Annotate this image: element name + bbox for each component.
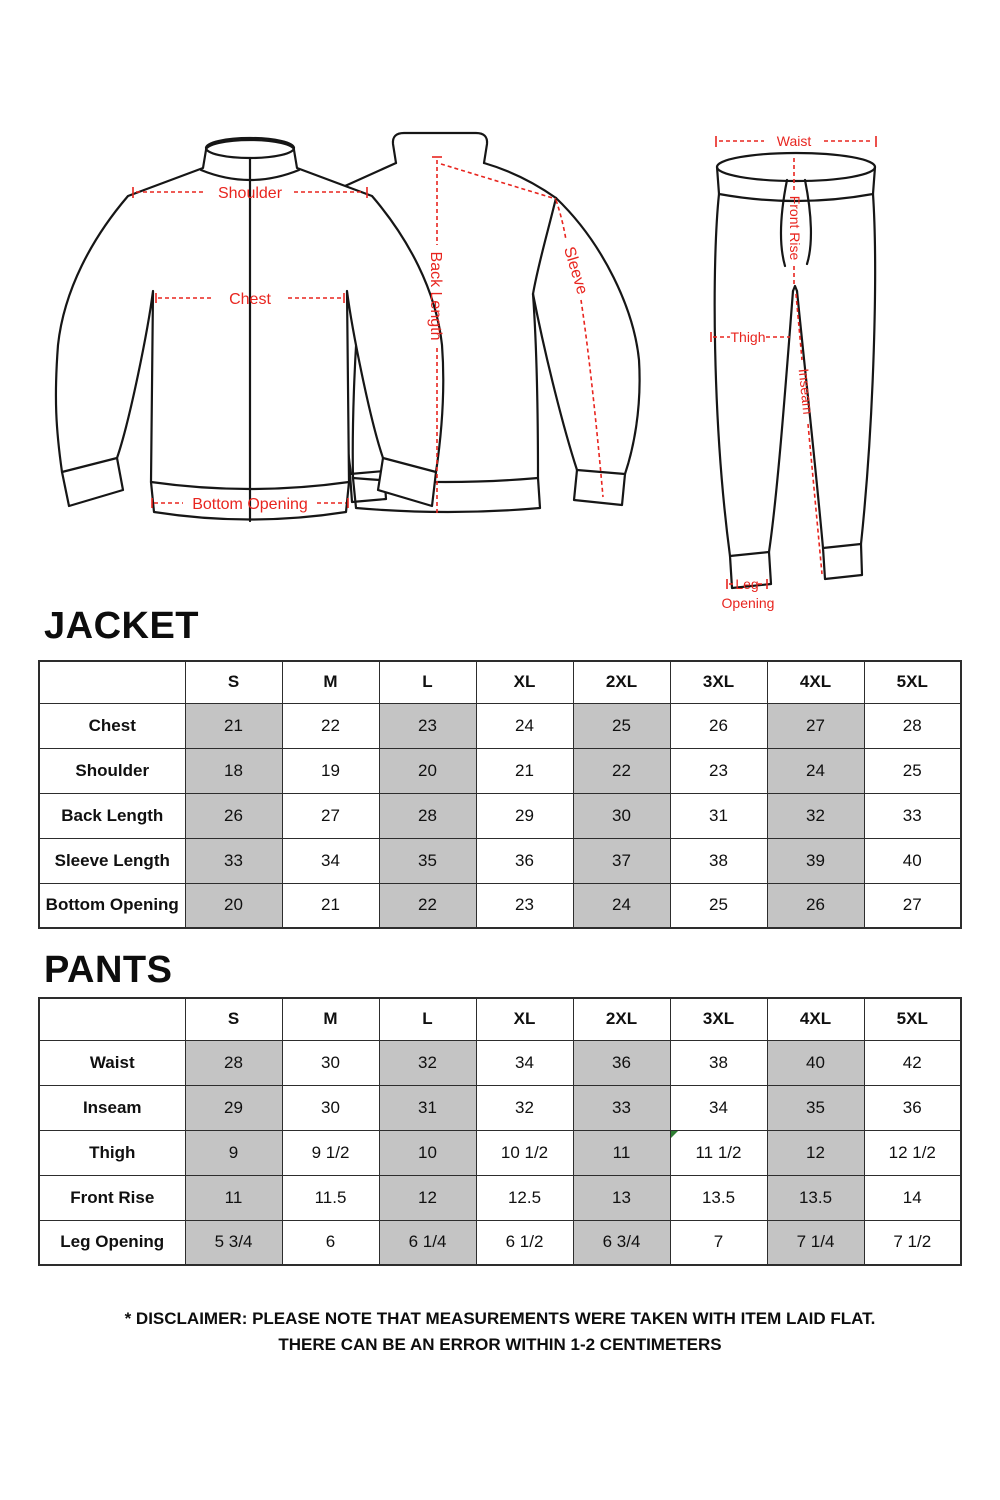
corner-empty-cell xyxy=(39,998,185,1040)
measurement-value-cell: 6 xyxy=(282,1220,379,1265)
measurement-value-cell: 36 xyxy=(573,1040,670,1085)
measurement-value-cell: 32 xyxy=(379,1040,476,1085)
measurement-row xyxy=(39,1130,961,1175)
measurement-value-cell: 21 xyxy=(476,748,573,793)
measurement-value-cell: 11.5 xyxy=(282,1175,379,1220)
measurement-value-cell: 39 xyxy=(767,838,864,883)
measurement-row xyxy=(39,793,961,838)
size-column-header: 2XL xyxy=(573,998,670,1040)
measurement-row xyxy=(39,838,961,883)
measurement-value-cell: 27 xyxy=(864,883,961,928)
measurement-row xyxy=(39,748,961,793)
disclaimer-text xyxy=(0,1306,1000,1358)
measurement-value-cell: 36 xyxy=(864,1085,961,1130)
pants-size-table xyxy=(38,997,962,1266)
measurement-value-cell: 28 xyxy=(185,1040,282,1085)
measurement-value-cell: 28 xyxy=(379,793,476,838)
measurement-value-cell: 22 xyxy=(282,703,379,748)
measurement-row xyxy=(39,1085,961,1130)
size-column-header: 4XL xyxy=(767,661,864,703)
measurement-label: Leg Opening xyxy=(39,1220,185,1265)
measurement-value-cell: 42 xyxy=(864,1040,961,1085)
measurement-value-cell: 9 xyxy=(185,1130,282,1175)
measurement-value-cell: 7 1/2 xyxy=(864,1220,961,1265)
size-column-header: L xyxy=(379,998,476,1040)
measurement-value-cell: 23 xyxy=(476,883,573,928)
jacket-section-title: JACKET xyxy=(44,605,200,647)
measurement-value-cell: 10 xyxy=(379,1130,476,1175)
measurement-label: Sleeve Length xyxy=(39,838,185,883)
measurement-label: Bottom Opening xyxy=(39,883,185,928)
measurement-value-cell: 38 xyxy=(670,838,767,883)
back-right-sleeve xyxy=(556,198,640,474)
measurement-label: Chest xyxy=(39,703,185,748)
measurement-value-cell: 33 xyxy=(573,1085,670,1130)
size-header-row xyxy=(39,998,961,1040)
size-column-header: 3XL xyxy=(670,661,767,703)
measurement-value-cell: 27 xyxy=(282,793,379,838)
back-length-label: Back Length xyxy=(427,251,444,341)
measurement-value-cell: 11 xyxy=(185,1175,282,1220)
measurement-value-cell: 22 xyxy=(573,748,670,793)
measurement-value-cell: 21 xyxy=(185,703,282,748)
jacket-size-table xyxy=(38,660,962,929)
pants-right-leg-inner xyxy=(797,291,823,548)
measurement-value-cell: 29 xyxy=(476,793,573,838)
measurement-value-cell: 7 1/4 xyxy=(767,1220,864,1265)
measurement-value-cell: 34 xyxy=(670,1085,767,1130)
measurement-value-cell: 10 1/2 xyxy=(476,1130,573,1175)
measurement-value-cell: 33 xyxy=(185,838,282,883)
measurement-value-cell: 6 1/4 xyxy=(379,1220,476,1265)
measurement-value-cell: 9 1/2 xyxy=(282,1130,379,1175)
measurement-value-cell: 5 3/4 xyxy=(185,1220,282,1265)
shoulder-label: Shoulder xyxy=(217,185,283,202)
measurement-label: Thigh xyxy=(39,1130,185,1175)
size-header-row xyxy=(39,661,961,703)
back-right-armhole-seam xyxy=(533,198,556,294)
measurement-value-cell: 22 xyxy=(379,883,476,928)
pants-right-leg-outer xyxy=(861,194,875,544)
measurement-value-cell: 6 3/4 xyxy=(573,1220,670,1265)
pants-left-leg-outer xyxy=(715,194,730,556)
measurement-value-cell: 12.5 xyxy=(476,1175,573,1220)
inseam-dashed-line xyxy=(796,294,822,574)
size-column-header: 3XL xyxy=(670,998,767,1040)
measurement-value-cell: 14 xyxy=(864,1175,961,1220)
front-rise-label: Front Rise xyxy=(787,195,803,261)
measurement-value-cell: 23 xyxy=(379,703,476,748)
measurement-value-cell: 26 xyxy=(185,793,282,838)
leg-opening-label-line1: Leg xyxy=(735,576,759,592)
size-column-header: XL xyxy=(476,661,573,703)
size-column-header: 5XL xyxy=(864,998,961,1040)
cell-note-marker xyxy=(671,1131,678,1138)
measurement-label: Front Rise xyxy=(39,1175,185,1220)
measurement-value-cell: 30 xyxy=(282,1085,379,1130)
chest-label: Chest xyxy=(229,291,271,308)
measurement-value-cell: 19 xyxy=(282,748,379,793)
size-column-header: L xyxy=(379,661,476,703)
measurement-value-cell: 24 xyxy=(767,748,864,793)
measurement-value-cell: 25 xyxy=(573,703,670,748)
measurement-value-cell: 24 xyxy=(573,883,670,928)
measurement-row xyxy=(39,883,961,928)
measurement-value-cell: 12 xyxy=(379,1175,476,1220)
measurement-value-cell: 38 xyxy=(670,1040,767,1085)
pants-right-cuff xyxy=(823,544,862,579)
measurement-value-cell: 13.5 xyxy=(767,1175,864,1220)
measurement-value-cell: 7 xyxy=(670,1220,767,1265)
measurement-value-cell: 31 xyxy=(379,1085,476,1130)
pants-section-title: PANTS xyxy=(44,949,173,991)
pants-left-leg-inner xyxy=(769,291,793,552)
inseam-label: Inseam xyxy=(795,367,817,416)
measurement-label: Waist xyxy=(39,1040,185,1085)
leg-opening-label-line2: Opening xyxy=(721,595,775,611)
measurement-label: Back Length xyxy=(39,793,185,838)
measurement-row xyxy=(39,1220,961,1265)
measurement-value-cell: 37 xyxy=(573,838,670,883)
measurement-value-cell: 32 xyxy=(476,1085,573,1130)
measurement-value-cell: 34 xyxy=(476,1040,573,1085)
measurement-value-cell: 25 xyxy=(864,748,961,793)
measurement-value-cell: 34 xyxy=(282,838,379,883)
back-left-shoulder xyxy=(345,163,396,186)
size-column-header: S xyxy=(185,661,282,703)
measurement-value-cell: 20 xyxy=(379,748,476,793)
back-collar xyxy=(393,133,487,163)
size-column-header: M xyxy=(282,998,379,1040)
size-column-header: XL xyxy=(476,998,573,1040)
size-column-header: S xyxy=(185,998,282,1040)
measurement-value-cell: 40 xyxy=(767,1040,864,1085)
waist-label: Waist xyxy=(776,133,812,149)
measurement-row xyxy=(39,1040,961,1085)
disclaimer-line-2: THERE CAN BE AN ERROR WITHIN 1-2 CENTIMETERS xyxy=(278,1335,722,1354)
measurement-value-cell: 31 xyxy=(670,793,767,838)
measurement-value-cell: 18 xyxy=(185,748,282,793)
measurement-label: Shoulder xyxy=(39,748,185,793)
measurement-row xyxy=(39,703,961,748)
measurement-label: Inseam xyxy=(39,1085,185,1130)
bottom-opening-label: Bottom Opening xyxy=(192,496,308,513)
disclaimer-line-1: * DISCLAIMER: PLEASE NOTE THAT MEASUREMENTS WERE TAKEN WITH ITEM LAID FLAT. xyxy=(124,1309,876,1328)
measurement-value-cell: 25 xyxy=(670,883,767,928)
measurement-value-cell: 11 xyxy=(573,1130,670,1175)
measurement-value-cell: 30 xyxy=(282,1040,379,1085)
measurement-value-cell: 35 xyxy=(379,838,476,883)
measurement-value-cell: 13.5 xyxy=(670,1175,767,1220)
size-column-header: 5XL xyxy=(864,661,961,703)
size-column-header: M xyxy=(282,661,379,703)
measurement-value-cell: 30 xyxy=(573,793,670,838)
measurement-value-cell: 24 xyxy=(476,703,573,748)
measurement-value-cell: 20 xyxy=(185,883,282,928)
measurement-value-cell: 27 xyxy=(767,703,864,748)
measurement-value-cell: 21 xyxy=(282,883,379,928)
back-right-cuff xyxy=(574,470,625,505)
measurement-value-cell: 11 1/2 xyxy=(670,1130,767,1175)
corner-empty-cell xyxy=(39,661,185,703)
measurement-value-cell: 12 xyxy=(767,1130,864,1175)
measurement-value-cell: 35 xyxy=(767,1085,864,1130)
back-right-inner-seam xyxy=(533,294,577,470)
sleeve-dashed-line xyxy=(441,164,603,497)
measurement-value-cell: 12 1/2 xyxy=(864,1130,961,1175)
size-column-header: 4XL xyxy=(767,998,864,1040)
pants-waist-opening xyxy=(717,153,875,181)
size-column-header: 2XL xyxy=(573,661,670,703)
measurement-value-cell: 23 xyxy=(670,748,767,793)
measurement-value-cell: 13 xyxy=(573,1175,670,1220)
measurement-value-cell: 29 xyxy=(185,1085,282,1130)
measurement-value-cell: 32 xyxy=(767,793,864,838)
measurement-value-cell: 6 1/2 xyxy=(476,1220,573,1265)
measurement-value-cell: 36 xyxy=(476,838,573,883)
measurement-value-cell: 33 xyxy=(864,793,961,838)
measurement-value-cell: 28 xyxy=(864,703,961,748)
thigh-label: Thigh xyxy=(730,329,766,345)
measurement-value-cell: 26 xyxy=(670,703,767,748)
measurement-value-cell: 26 xyxy=(767,883,864,928)
measurement-row xyxy=(39,1175,961,1220)
garment-measurement-diagram xyxy=(0,0,1000,630)
measurement-value-cell: 40 xyxy=(864,838,961,883)
sleeve-label: Sleeve xyxy=(560,244,591,297)
